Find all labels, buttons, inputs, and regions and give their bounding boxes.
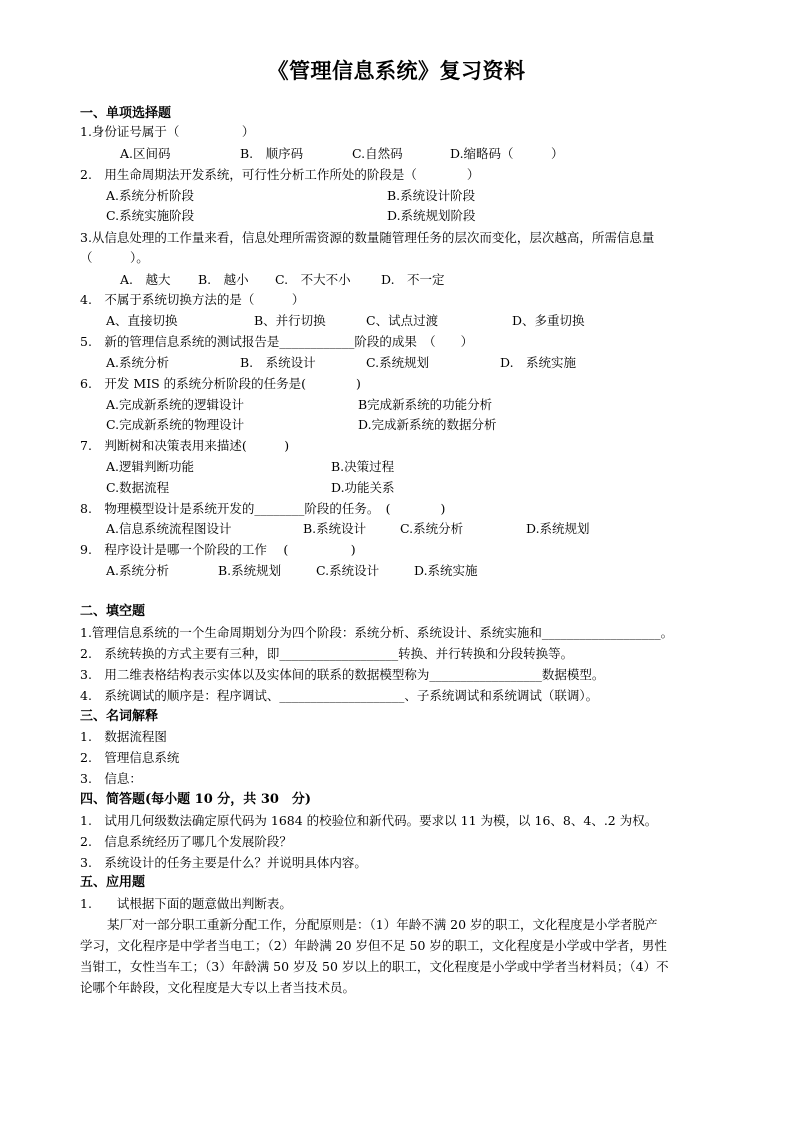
section-heading-terms: 三、名词解释: [80, 709, 159, 724]
application-question: 1. 试根据下面的题意做出判断表。: [80, 896, 292, 911]
application-paragraph-line4: 论哪个年龄段，文化程度是大专以上者当技术员。: [80, 980, 356, 995]
question-3-stem-line2: （ ）。: [80, 250, 149, 265]
fill-item-3: 3. 用二维表格结构表示实体以及实体间的联系的数据模型称为__________________数据模型。: [80, 667, 605, 682]
term-item-3: 3. 信息：: [80, 771, 142, 786]
question-1-option-c: C.自然码: [352, 146, 403, 161]
section-heading-short-answer: 四、简答题(每小题 10 分，共 30 分): [80, 792, 312, 807]
question-2-option-a: A.系统分析阶段: [106, 188, 195, 203]
question-2-option-b: B.系统设计阶段: [387, 188, 476, 203]
application-paragraph-line2: 学习，文化程序是中学者当电工；（2）年龄满 20 岁但不足 50 岁的职工，文化程度是小学或中学者，男性: [80, 938, 667, 953]
question-7-option-c: C.数据流程: [106, 480, 170, 495]
question-8-option-a: A.信息系统流程图设计: [106, 521, 232, 536]
question-6-option-d: D.完成新系统的数据分析: [358, 417, 497, 432]
question-8-option-c: C.系统分析: [400, 521, 464, 536]
question-5-option-b: B. 系统设计: [240, 355, 316, 370]
question-4-option-b: B、并行切换: [254, 313, 326, 328]
question-6-option-c: C.完成新系统的物理设计: [106, 417, 245, 432]
question-3-option-c: C. 不大不小: [275, 272, 351, 287]
question-5-option-c: C.系统规划: [366, 355, 430, 370]
fill-item-1: 1.管理信息系统的一个生命周期划分为四个阶段：系统分析、系统设计、系统实施和___________________。: [80, 625, 674, 640]
page-title: 《管理信息系统》复习资料: [267, 58, 526, 83]
question-8-option-b: B.系统设计: [303, 521, 367, 536]
fill-item-2: 2. 系统转换的方式主要有三种，即___________________转换、并行转换和分段转换等。: [80, 646, 574, 661]
question-5-option-d: D. 系统实施: [500, 355, 577, 370]
short-answer-item-1: 1. 试用几何级数法确定原代码为 1684 的校验位和新代码。要求以 11 为模，以 16、8、4、.2 为权。: [80, 813, 658, 828]
question-3-option-d: D. 不一定: [381, 272, 445, 287]
short-answer-item-2: 2. 信息系统经历了哪几个发展阶段？: [80, 834, 292, 849]
question-1-stem: 1.身份证号属于（ ）: [80, 124, 255, 139]
question-1-option-b: B. 顺序码: [240, 146, 304, 161]
question-5-stem: 5. 新的管理信息系统的测试报告是____________阶段的成果 （ ）: [80, 334, 474, 349]
application-paragraph-line3: 当钳工，女性当车工；（3）年龄满 50 岁及 50 岁以上的职工，文化程度是小学或中学者当材料员；（4）不: [80, 959, 669, 974]
application-paragraph-line1: 某厂对一部分职工重新分配工作，分配原则是：（1）年龄不满 20 岁的职工，文化程度是小学者脱产: [107, 917, 658, 932]
question-6-option-a: A.完成新系统的逻辑设计: [106, 397, 245, 412]
term-item-1: 1. 数据流程图: [80, 729, 167, 744]
question-8-option-d: D.系统规划: [526, 521, 590, 536]
question-9-option-a: A.系统分析: [106, 563, 170, 578]
question-3-stem-line1: 3.从信息处理的工作量来看，信息处理所需资源的数量随管理任务的层次而变化，层次越高，所需信息量: [80, 230, 655, 245]
question-6-stem: 6. 开发 MIS 的系统分析阶段的任务是( ): [80, 376, 361, 391]
section-heading-fill: 二、填空题: [80, 604, 146, 619]
question-7-stem: 7. 判断树和决策表用来描述( ): [80, 438, 290, 453]
question-4-option-c: C、试点过渡: [366, 313, 439, 328]
question-7-option-d: D.功能关系: [331, 480, 395, 495]
question-9-stem: 9. 程序设计是哪一个阶段的工作 ( ): [80, 542, 356, 557]
question-8-stem: 8. 物理模型设计是系统开发的________阶段的任务。 ( ): [80, 501, 446, 516]
question-9-option-c: C.系统设计: [316, 563, 380, 578]
term-item-2: 2. 管理信息系统: [80, 750, 180, 765]
question-9-option-d: D.系统实施: [414, 563, 478, 578]
question-7-option-b: B.决策过程: [331, 459, 395, 474]
question-4-option-d: D、多重切换: [512, 313, 585, 328]
question-3-option-a: A. 越大: [120, 272, 171, 287]
question-4-stem: 4. 不属于系统切换方法的是（ ）: [80, 292, 305, 307]
question-1-option-d: D.缩略码（ ）: [450, 146, 564, 161]
fill-item-4: 4. 系统调试的顺序是：程序调试、____________________、子系统调试和系统调试（联调）。: [80, 688, 599, 703]
question-6-option-b: B完成新系统的功能分析: [358, 397, 493, 412]
question-1-option-a: A.区间码: [120, 146, 171, 161]
question-5-option-a: A.系统分析: [106, 355, 170, 370]
question-7-option-a: A.逻辑判断功能: [106, 459, 195, 474]
question-3-option-b: B. 越小: [198, 272, 249, 287]
section-heading-choice: 一、单项选择题: [80, 106, 172, 121]
short-answer-item-3: 3. 系统设计的任务主要是什么？并说明具体内容。: [80, 855, 367, 870]
question-2-stem: 2. 用生命周期法开发系统，可行性分析工作所处的阶段是（ ）: [80, 167, 480, 182]
question-2-option-c: C.系统实施阶段: [106, 208, 195, 223]
question-2-option-d: D.系统规划阶段: [387, 208, 476, 223]
section-heading-application: 五、应用题: [80, 875, 146, 890]
question-4-option-a: A、直接切换: [106, 313, 178, 328]
question-9-option-b: B.系统规划: [218, 563, 282, 578]
